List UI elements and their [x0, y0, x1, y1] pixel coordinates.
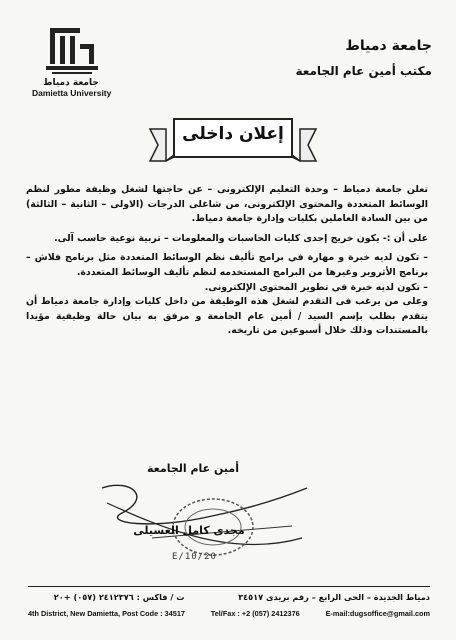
footer-email[interactable]: E-mail:dugsoffice@gmail.com — [325, 609, 430, 618]
footer-address: 4th District, New Damietta, Post Code : 34517 — [28, 609, 185, 618]
body-paragraph: تعلن جامعة دمياط – وحدة التعليم الإلكترونى – عن حاجتها لشغل وظيفة مطور لنظم الوسائط المتعددة والمحتوى الإلكترونى، من شاغلى الدرجات (الاولى – الثانية – الثالثة) من بين السادة العاملين بكليات وإدارة جامعة دمياط. — [26, 184, 428, 225]
body-paragraph: – تكون لديه خبرة و مهارة في برامج تأليف نظم الوسائط المتعددة مثل برنامج فلاش – برنامج الأثروير وغيرها من البرامج المستخدمه لنظم تأليف الوسائط المتعددة. — [26, 252, 428, 278]
body-paragraph: على أن :- يكون خريج إحدى كليات الحاسبات والمعلومات – تربية نوعية حاسب آلى. — [54, 232, 428, 244]
logo-english-text: Damietta University — [32, 88, 112, 98]
header-university: جامعة دمياط — [345, 38, 432, 54]
body-paragraph: – تكون لديه خبرة في تطوير المحتوى الإلكترونى. — [204, 281, 428, 293]
header-office: مكتب أمين عام الجامعة — [295, 64, 432, 78]
footer-arabic-address: دمياط الجديدة – الحى الرابع – رقم بريدى ٣٤٥١٧ — [238, 592, 430, 602]
handwritten-note: E/10/20 — [172, 552, 217, 562]
footer-english — [28, 609, 430, 618]
footer-arabic — [28, 592, 430, 602]
logo-arabic-text: جامعة دمياط — [43, 78, 99, 88]
signatory-name: مجدى كامل العسيلى — [133, 524, 245, 537]
announcement-body — [26, 183, 428, 339]
footer-arabic-fax: ت / فاكس : ٢٤١٢٣٧٦ (٠٥٧) +٢٠ — [53, 592, 185, 602]
body-paragraph: وعلى من يرغب فى التقدم لشغل هذه الوظيفة من داخل كليات وإدارة جامعة دمياط أن يتقدم بطلب بإسم السيد / أمين عام الجامعة و مرفق به بيان حالة وظيفية مؤيدا بالمستندات وذلك خلال أسبوعين من تاريخه. — [26, 296, 428, 337]
footer-divider — [28, 586, 430, 587]
footer-phone: Tel/Fax : +2 (057) 2412376 — [210, 609, 300, 618]
page-title: إعلان داخلى — [182, 124, 284, 144]
signatory-title: أمين عام الجامعة — [147, 462, 239, 475]
